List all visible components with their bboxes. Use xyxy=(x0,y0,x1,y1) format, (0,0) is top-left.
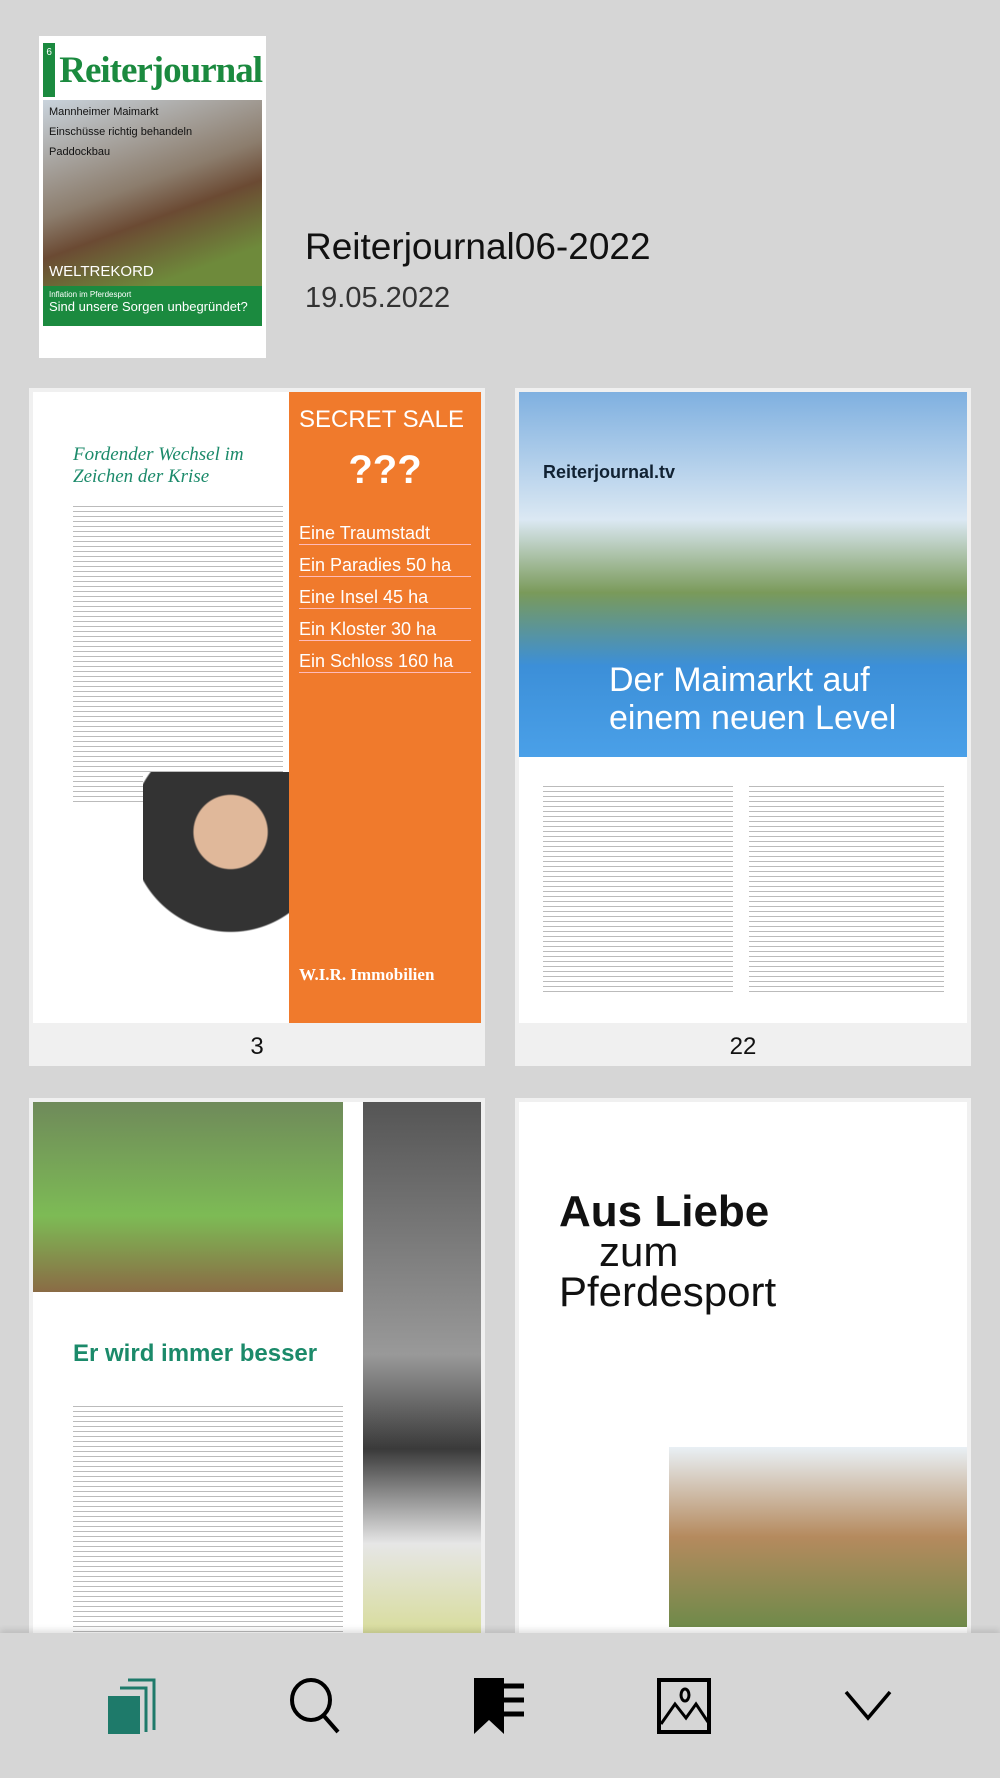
bottom-toolbar xyxy=(0,1633,1000,1778)
issue-date: 19.05.2022 xyxy=(305,282,451,314)
search-icon xyxy=(288,1678,344,1734)
page-photo xyxy=(519,392,967,757)
page-number: 3 xyxy=(250,1033,264,1060)
page-thumbnail[interactable] xyxy=(515,1098,971,1698)
page-thumbnail-3[interactable] xyxy=(29,388,485,1066)
ad-line: Ein Paradies 50 ha xyxy=(299,555,471,577)
band-kicker: Inflation im Pferdesport xyxy=(49,290,132,299)
pages-icon xyxy=(108,1678,156,1734)
issue-number: 6 xyxy=(43,43,55,97)
ad-line: Ein Kloster 30 ha xyxy=(299,619,471,641)
cover-feature: WELTREKORD xyxy=(49,263,154,280)
ad-title: SECRET SALE xyxy=(299,406,464,433)
page-headline xyxy=(559,1187,777,1315)
headline-line: Pferdesport xyxy=(559,1268,777,1315)
page-thumbnail-22[interactable] xyxy=(515,388,971,1066)
bookmarks-button[interactable] xyxy=(460,1666,540,1746)
text-column xyxy=(749,782,944,992)
brand-label: Reiterjournal.tv xyxy=(543,462,676,482)
cover-logo: Reiterjournal xyxy=(59,49,262,91)
page-photo xyxy=(669,1447,967,1627)
page-headline: Der Maimarkt auf einem neuen Level xyxy=(609,661,897,737)
headline-line: Aus Liebe xyxy=(559,1187,770,1236)
page-number: 22 xyxy=(729,1033,757,1060)
ad-line: Eine Insel 45 ha xyxy=(299,587,471,609)
ad-line: Eine Traumstadt xyxy=(299,523,471,545)
page-headline: Er wird immer besser xyxy=(73,1340,318,1367)
issue-title: Reiterjournal06-2022 xyxy=(305,226,651,267)
cover-line: Einschüsse richtig behandeln xyxy=(49,126,193,138)
page-thumbnail[interactable] xyxy=(29,1098,485,1698)
page-photo xyxy=(33,1102,343,1292)
cover-line: Mannheimer Maimarkt xyxy=(49,106,159,118)
pages-button[interactable] xyxy=(92,1666,172,1746)
ad-company: W.I.R. Immobilien xyxy=(299,965,435,984)
bookmarks-icon xyxy=(472,1678,528,1734)
cover-band xyxy=(43,286,262,326)
headline-line: zum xyxy=(599,1228,679,1275)
chevron-down-icon xyxy=(844,1690,892,1722)
cover-line: Paddockbau xyxy=(49,146,111,158)
advert xyxy=(289,392,481,1023)
text-column xyxy=(543,782,733,992)
images-button[interactable] xyxy=(644,1666,724,1746)
issue-cover[interactable] xyxy=(39,36,266,358)
image-icon xyxy=(656,1678,712,1734)
cover-photo xyxy=(43,100,262,286)
ad-line: Ein Schloss 160 ha xyxy=(299,651,471,673)
portrait-photo xyxy=(143,772,289,972)
search-button[interactable] xyxy=(276,1666,356,1746)
text-column xyxy=(73,502,283,802)
ad-q: ??? xyxy=(348,448,422,492)
page-headline: Fordender Wechsel im Zeichen der Krise xyxy=(73,444,244,487)
collapse-button[interactable] xyxy=(828,1666,908,1746)
band-headline: Sind unsere Sorgen unbegründet? xyxy=(49,299,248,314)
